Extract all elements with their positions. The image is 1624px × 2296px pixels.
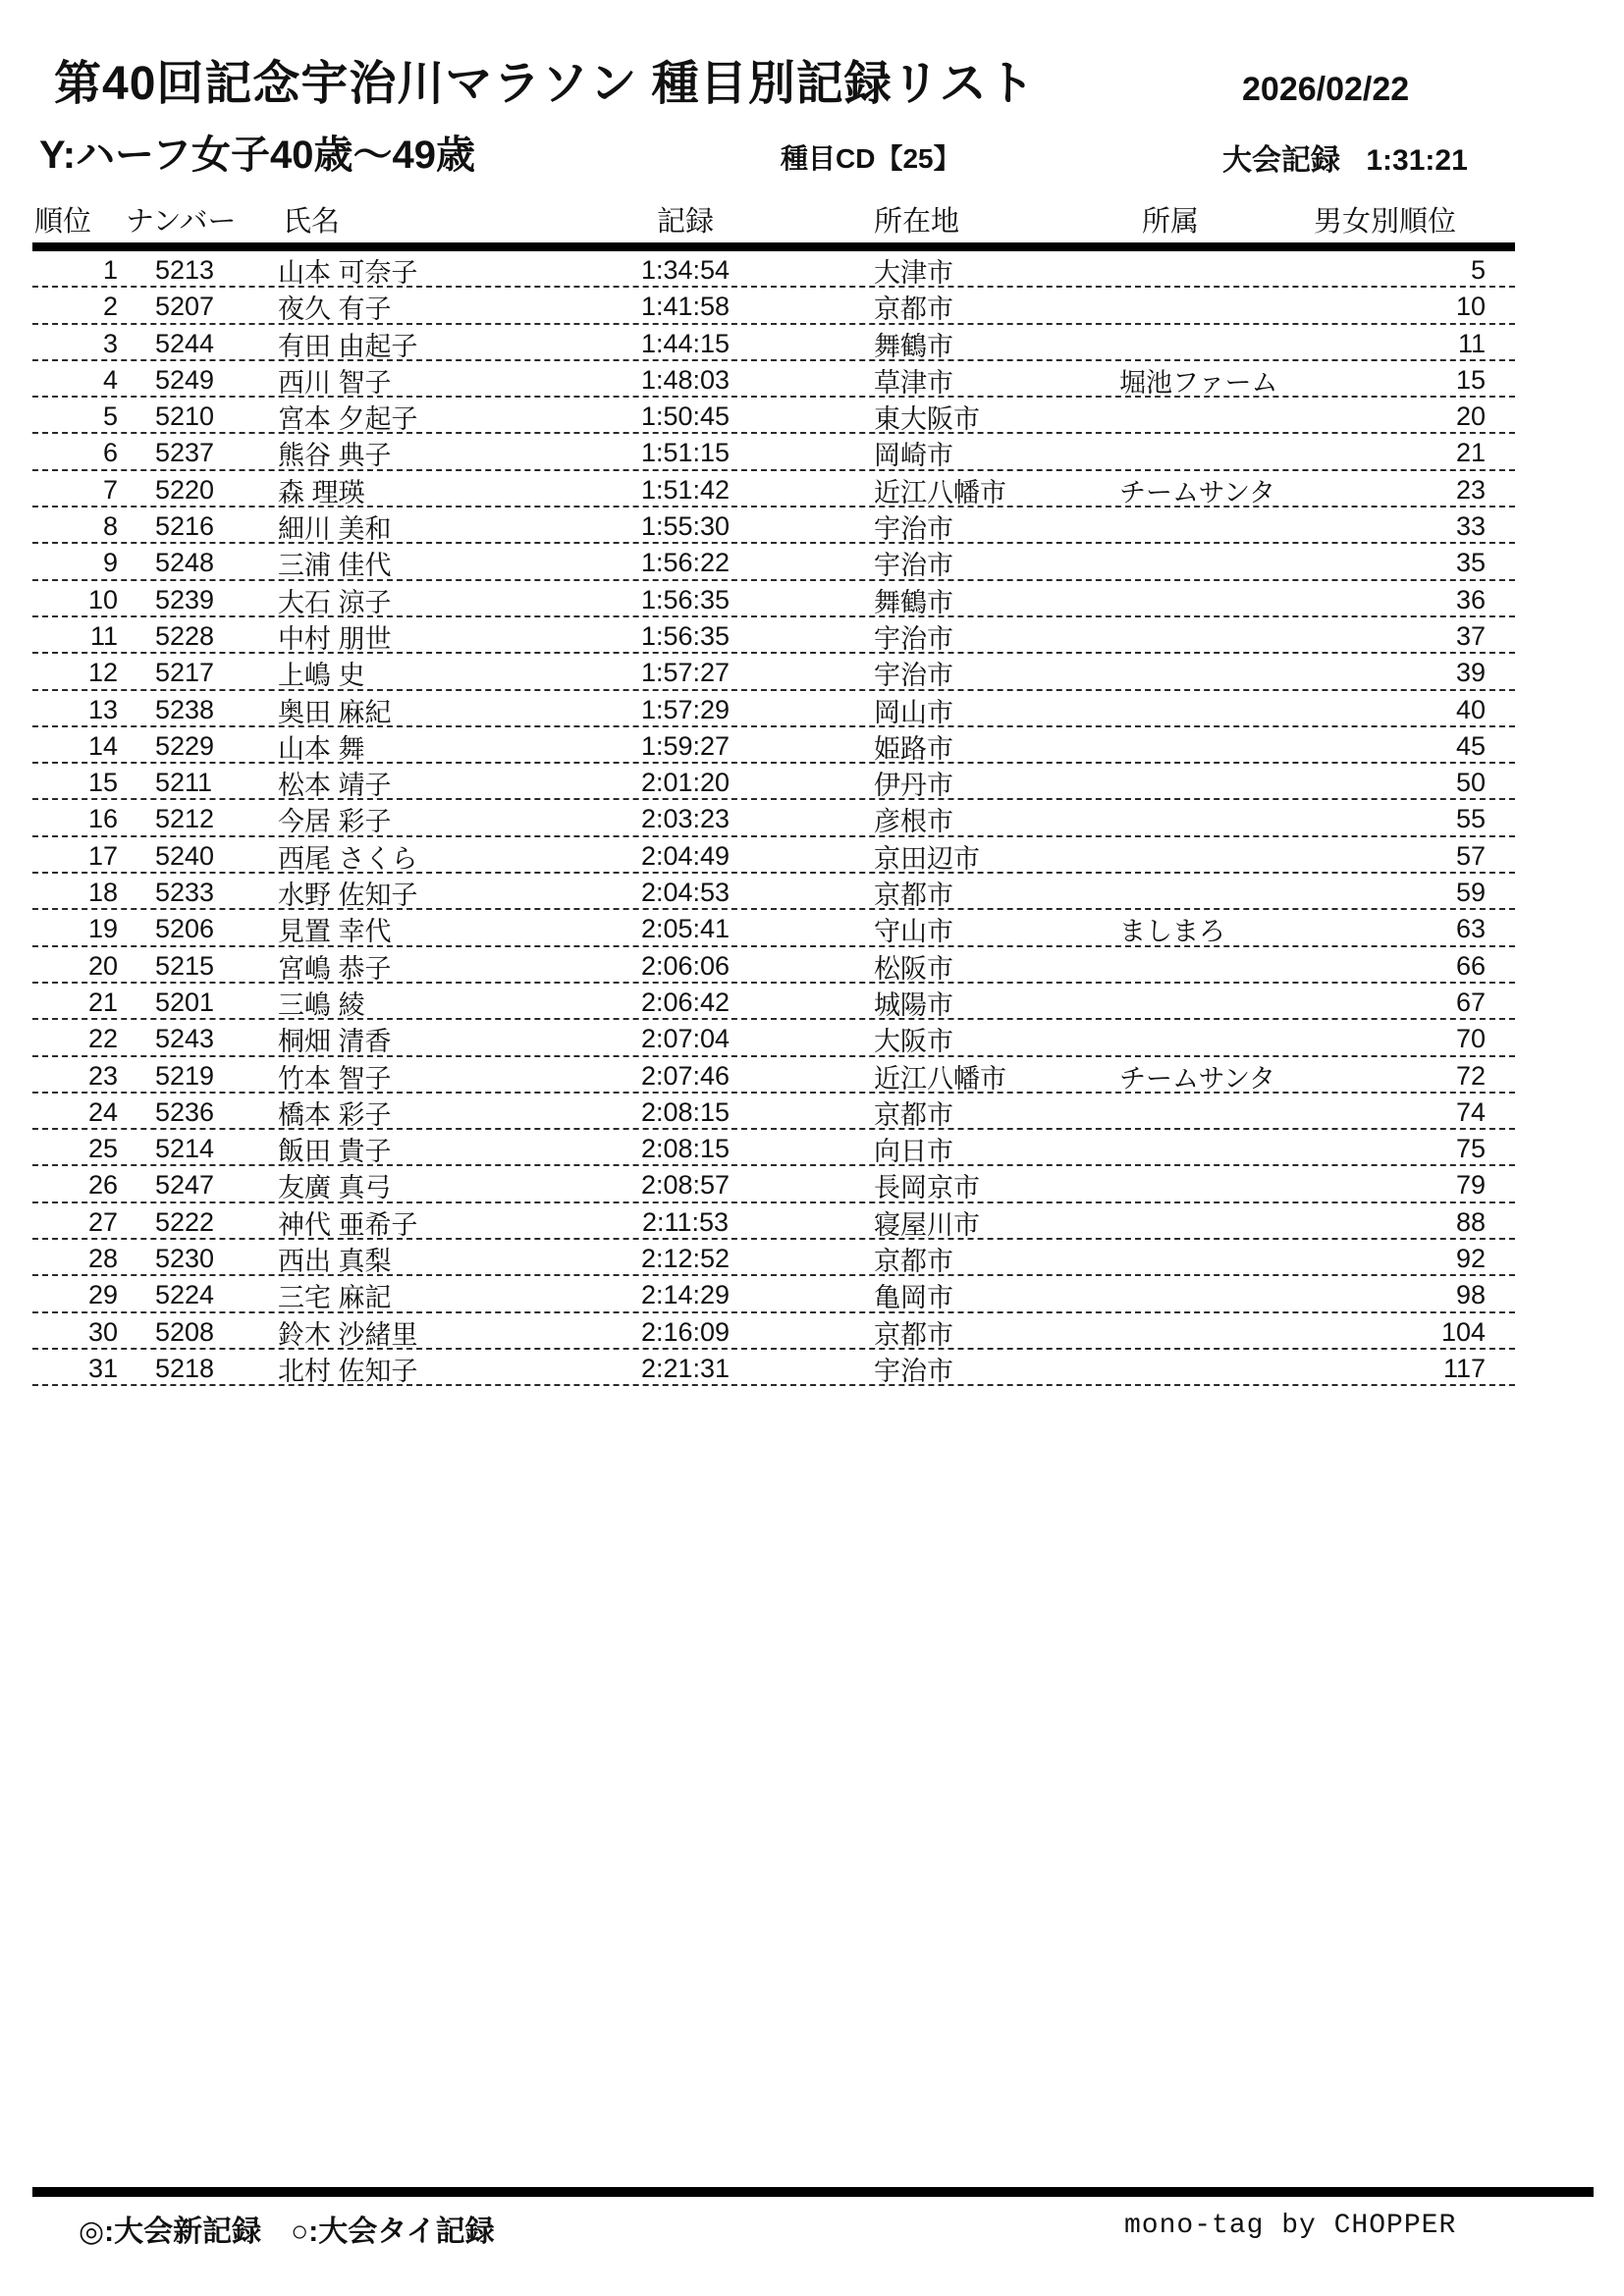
table-row <box>32 727 1515 764</box>
cell-time: 2:12:52 <box>640 1244 731 1274</box>
cell-city: 京都市 <box>874 1247 953 1277</box>
cell-city: 宇治市 <box>874 551 953 581</box>
cell-number: 5233 <box>155 878 215 908</box>
cell-number: 5228 <box>155 620 215 651</box>
table-row <box>32 654 1515 690</box>
cell-name: 松本 靖子 <box>278 771 392 801</box>
cell-name: 神代 亜希子 <box>278 1209 418 1240</box>
cell-city: 近江八幡市 <box>874 1063 1006 1094</box>
cell-rank: 18 <box>87 878 118 908</box>
cell-gender-rank: 74 <box>1455 1096 1486 1127</box>
cell-time: 1:56:35 <box>640 620 731 651</box>
cell-name: 有田 由起子 <box>278 331 418 361</box>
cell-time: 2:05:41 <box>640 914 731 944</box>
cell-city: 向日市 <box>874 1137 953 1167</box>
cell-number: 5210 <box>155 401 215 432</box>
cell-rank: 24 <box>87 1096 118 1127</box>
cell-gender-rank: 50 <box>1455 768 1486 798</box>
table-row <box>32 1203 1515 1240</box>
cell-time: 2:08:15 <box>640 1134 731 1164</box>
cell-name: 夜久 有子 <box>278 294 392 325</box>
col-header-name: 氏名 <box>283 205 341 238</box>
table-row <box>32 288 1515 324</box>
cell-rank: 4 <box>102 364 118 395</box>
cell-time: 2:07:04 <box>640 1024 731 1054</box>
cell-name: 北村 佐知子 <box>278 1356 418 1386</box>
table-row <box>32 1166 1515 1202</box>
cell-gender-rank: 55 <box>1455 804 1486 834</box>
table-row <box>32 1313 1515 1350</box>
cell-number: 5240 <box>155 840 215 871</box>
cell-gender-rank: 92 <box>1455 1244 1486 1274</box>
cell-number: 5212 <box>155 804 215 834</box>
col-header-gender-rank: 男女別順位 <box>1313 205 1456 238</box>
cell-city: 京都市 <box>874 294 953 325</box>
footer-divider-bar <box>32 2187 1594 2197</box>
cell-number: 5216 <box>155 511 215 542</box>
cell-name: 今居 彩子 <box>278 807 392 837</box>
cell-name: 西出 真梨 <box>278 1247 392 1277</box>
cell-city: 草津市 <box>874 367 953 398</box>
cell-gender-rank: 79 <box>1455 1170 1486 1201</box>
cell-time: 1:59:27 <box>640 730 731 761</box>
cell-gender-rank: 15 <box>1455 364 1486 395</box>
cell-number: 5217 <box>155 658 215 688</box>
cell-rank: 15 <box>87 768 118 798</box>
table-row <box>32 947 1515 984</box>
table-row <box>32 1350 1515 1386</box>
cell-rank: 28 <box>87 1244 118 1274</box>
cell-gender-rank: 57 <box>1455 840 1486 871</box>
category-title: Y:ハーフ女子40歳～49歳 <box>39 133 476 177</box>
cell-gender-rank: 10 <box>1455 292 1486 322</box>
cell-rank: 9 <box>102 548 118 578</box>
cell-gender-rank: 75 <box>1455 1134 1486 1164</box>
cell-gender-rank: 104 <box>1440 1316 1486 1347</box>
cell-number: 5230 <box>155 1244 215 1274</box>
cell-city: 岡山市 <box>874 697 953 727</box>
cell-number: 5213 <box>155 255 215 285</box>
cell-gender-rank: 33 <box>1455 511 1486 542</box>
cell-gender-rank: 117 <box>1442 1353 1486 1383</box>
cell-gender-rank: 37 <box>1455 620 1486 651</box>
col-header-time: 記録 <box>656 205 714 238</box>
cell-rank: 23 <box>87 1060 118 1091</box>
cell-city: 舞鶴市 <box>874 587 953 617</box>
cell-city: 京都市 <box>874 1099 953 1130</box>
table-row <box>32 800 1515 836</box>
cell-time: 2:21:31 <box>640 1353 731 1383</box>
cell-rank: 8 <box>102 511 118 542</box>
table-row <box>32 251 1515 288</box>
col-header-number: ナンバー <box>126 205 237 238</box>
cell-name: 水野 佐知子 <box>278 881 418 911</box>
table-row <box>32 1020 1515 1056</box>
cell-rank: 6 <box>102 438 118 468</box>
cell-city: 京都市 <box>874 881 953 911</box>
table-row <box>32 1276 1515 1312</box>
cell-time: 2:08:15 <box>640 1096 731 1127</box>
col-header-city: 所在地 <box>874 205 960 238</box>
cell-number: 5219 <box>155 1060 215 1091</box>
cell-team: ましまろ <box>1119 917 1225 947</box>
cell-time: 2:07:46 <box>640 1060 731 1091</box>
cell-name: 中村 朋世 <box>278 623 392 654</box>
cell-time: 1:48:03 <box>640 364 731 395</box>
cell-name: 友廣 真弓 <box>278 1173 392 1203</box>
cell-rank: 22 <box>87 1024 118 1054</box>
cell-name: 西川 智子 <box>278 367 392 398</box>
cell-gender-rank: 5 <box>1470 255 1486 285</box>
print-credit: mono-tag by CHOPPER <box>1124 2211 1457 2241</box>
cell-rank: 17 <box>87 840 118 871</box>
cell-name: 山本 可奈子 <box>278 258 418 288</box>
cell-city: 大津市 <box>874 258 953 288</box>
header-divider-bar <box>32 242 1515 251</box>
table-row <box>32 1094 1515 1130</box>
table-row <box>32 1240 1515 1276</box>
cell-time: 2:06:42 <box>640 987 731 1017</box>
cell-number: 5215 <box>155 950 215 981</box>
cell-city: 宇治市 <box>874 514 953 545</box>
cell-time: 1:57:29 <box>640 694 731 724</box>
table-row <box>32 1130 1515 1166</box>
table-row <box>32 507 1515 544</box>
cell-city: 城陽市 <box>874 989 953 1020</box>
cell-gender-rank: 11 <box>1457 328 1486 358</box>
cell-gender-rank: 72 <box>1455 1060 1486 1091</box>
table-row <box>32 361 1515 398</box>
cell-city: 寝屋川市 <box>874 1209 980 1240</box>
cell-time: 2:06:06 <box>640 950 731 981</box>
cell-rank: 27 <box>87 1206 118 1237</box>
cell-city: 彦根市 <box>874 807 953 837</box>
table-row <box>32 837 1515 874</box>
cell-number: 5247 <box>155 1170 215 1201</box>
cell-gender-rank: 67 <box>1455 987 1486 1017</box>
cell-time: 1:57:27 <box>640 658 731 688</box>
cell-rank: 16 <box>87 804 118 834</box>
cell-gender-rank: 88 <box>1455 1206 1486 1237</box>
cell-number: 5229 <box>155 730 215 761</box>
cell-name: 細川 美和 <box>278 514 392 545</box>
cell-name: 宮嶋 恭子 <box>278 953 392 984</box>
cell-number: 5206 <box>155 914 215 944</box>
cell-name: 橋本 彩子 <box>278 1099 392 1130</box>
cell-name: 上嶋 史 <box>278 661 365 691</box>
table-row <box>32 764 1515 800</box>
cell-gender-rank: 98 <box>1455 1280 1486 1310</box>
cell-time: 2:11:53 <box>641 1206 730 1237</box>
cell-time: 1:41:58 <box>640 292 731 322</box>
cell-gender-rank: 36 <box>1455 584 1486 614</box>
cell-rank: 13 <box>87 694 118 724</box>
table-row <box>32 434 1515 470</box>
cell-city: 京都市 <box>874 1319 953 1350</box>
cell-gender-rank: 66 <box>1455 950 1486 981</box>
cell-number: 5237 <box>155 438 215 468</box>
cell-name: 鈴木 沙緒里 <box>278 1319 418 1350</box>
cell-number: 5222 <box>155 1206 215 1237</box>
cell-number: 5207 <box>155 292 215 322</box>
table-row <box>32 1057 1515 1094</box>
cell-time: 2:08:57 <box>640 1170 731 1201</box>
cell-gender-rank: 40 <box>1455 694 1486 724</box>
cell-number: 5211 <box>155 768 213 798</box>
record-legend: ◎:大会新記録 ○:大会タイ記録 <box>79 2216 495 2248</box>
cell-rank: 21 <box>87 987 118 1017</box>
cell-name: 森 理瑛 <box>278 477 365 507</box>
cell-name: 山本 舞 <box>278 733 365 764</box>
cell-time: 1:50:45 <box>640 401 731 432</box>
cell-number: 5201 <box>155 987 215 1017</box>
cell-rank: 14 <box>87 730 118 761</box>
cell-number: 5248 <box>155 548 215 578</box>
cell-number: 5244 <box>155 328 215 358</box>
cell-rank: 29 <box>87 1280 118 1310</box>
cell-city: 宇治市 <box>874 1356 953 1386</box>
event-date: 2026/02/22 <box>1242 71 1410 108</box>
cell-rank: 10 <box>87 584 118 614</box>
cell-number: 5236 <box>155 1096 215 1127</box>
cell-number: 5243 <box>155 1024 215 1054</box>
cell-city: 宇治市 <box>874 623 953 654</box>
cell-rank: 30 <box>87 1316 118 1347</box>
cell-gender-rank: 21 <box>1455 438 1486 468</box>
cell-name: 三嶋 綾 <box>278 989 365 1020</box>
cell-city: 姫路市 <box>874 733 953 764</box>
cell-gender-rank: 59 <box>1455 878 1486 908</box>
table-row <box>32 617 1515 654</box>
cell-city: 東大阪市 <box>874 404 980 435</box>
cell-time: 1:51:15 <box>640 438 731 468</box>
cell-time: 1:44:15 <box>640 328 731 358</box>
cell-rank: 31 <box>87 1353 118 1383</box>
cell-city: 長岡京市 <box>874 1173 980 1203</box>
cell-name: 熊谷 典子 <box>278 441 392 471</box>
cell-number: 5208 <box>155 1316 215 1347</box>
cell-time: 2:01:20 <box>640 768 731 798</box>
table-row <box>32 691 1515 727</box>
cell-time: 2:04:49 <box>640 840 731 871</box>
cell-rank: 25 <box>87 1134 118 1164</box>
cell-rank: 19 <box>87 914 118 944</box>
cell-rank: 12 <box>87 658 118 688</box>
cell-name: 三浦 佳代 <box>278 551 392 581</box>
cell-number: 5224 <box>155 1280 215 1310</box>
cell-time: 2:14:29 <box>640 1280 731 1310</box>
cell-time: 2:04:53 <box>640 878 731 908</box>
cell-team: チームサンタ <box>1119 477 1276 507</box>
cell-name: 見置 幸代 <box>278 917 392 947</box>
cell-gender-rank: 45 <box>1455 730 1486 761</box>
cell-team: チームサンタ <box>1119 1063 1276 1094</box>
cell-name: 飯田 貴子 <box>278 1137 392 1167</box>
col-header-rank: 順位 <box>34 205 92 238</box>
table-header-row <box>32 196 1515 241</box>
table-row <box>32 325 1515 361</box>
page-title: 第40回記念宇治川マラソン 種目別記録リスト <box>54 58 1036 110</box>
col-header-team: 所属 <box>1142 205 1200 238</box>
cell-time: 2:16:09 <box>640 1316 731 1347</box>
cell-city: 宇治市 <box>874 661 953 691</box>
cell-city: 松阪市 <box>874 953 953 984</box>
cell-name: 三宅 麻記 <box>278 1283 392 1313</box>
cell-time: 1:34:54 <box>640 255 731 285</box>
cell-name: 奥田 麻紀 <box>278 697 392 727</box>
cell-team: 堀池ファーム <box>1119 367 1278 398</box>
cell-rank: 20 <box>87 950 118 981</box>
cell-name: 竹本 智子 <box>278 1063 392 1094</box>
cell-number: 5218 <box>155 1353 215 1383</box>
cell-time: 1:55:30 <box>640 511 731 542</box>
table-row <box>32 544 1515 580</box>
cell-city: 舞鶴市 <box>874 331 953 361</box>
cell-time: 2:03:23 <box>640 804 731 834</box>
cell-gender-rank: 63 <box>1455 914 1486 944</box>
cell-city: 亀岡市 <box>874 1283 953 1313</box>
cell-gender-rank: 70 <box>1455 1024 1486 1054</box>
cell-time: 1:51:42 <box>640 474 731 505</box>
cell-gender-rank: 39 <box>1455 658 1486 688</box>
cell-city: 岡崎市 <box>874 441 953 471</box>
cell-number: 5220 <box>155 474 215 505</box>
meet-record-label: 大会記録 <box>1222 144 1340 177</box>
cell-rank: 26 <box>87 1170 118 1201</box>
table-row <box>32 471 1515 507</box>
cell-time: 1:56:35 <box>640 584 731 614</box>
cell-time: 1:56:22 <box>640 548 731 578</box>
cell-gender-rank: 35 <box>1455 548 1486 578</box>
table-row <box>32 398 1515 434</box>
cell-number: 5239 <box>155 584 215 614</box>
cell-city: 大阪市 <box>874 1027 953 1057</box>
cell-city: 守山市 <box>874 917 953 947</box>
cell-rank: 1 <box>102 255 118 285</box>
cell-name: 西尾 さくら <box>278 843 418 874</box>
cell-rank: 2 <box>102 292 118 322</box>
table-row <box>32 581 1515 617</box>
cell-city: 京田辺市 <box>874 843 980 874</box>
event-cd-label: 種目CD【25】 <box>781 143 961 174</box>
cell-gender-rank: 20 <box>1455 401 1486 432</box>
table-row <box>32 910 1515 946</box>
cell-number: 5214 <box>155 1134 215 1164</box>
table-row <box>32 984 1515 1020</box>
meet-record <box>1222 135 1468 179</box>
table-row <box>32 874 1515 910</box>
cell-name: 宮本 夕起子 <box>278 404 418 435</box>
cell-number: 5238 <box>155 694 215 724</box>
meet-record-time: 1:31:21 <box>1366 144 1468 177</box>
cell-rank: 11 <box>89 620 118 651</box>
cell-name: 桐畑 清香 <box>278 1027 392 1057</box>
cell-gender-rank: 23 <box>1455 474 1486 505</box>
cell-city: 伊丹市 <box>874 771 953 801</box>
table-body <box>32 251 1515 1386</box>
cell-city: 近江八幡市 <box>874 477 1006 507</box>
cell-rank: 7 <box>102 474 118 505</box>
cell-number: 5249 <box>155 364 215 395</box>
cell-rank: 5 <box>102 401 118 432</box>
cell-rank: 3 <box>102 328 118 358</box>
cell-name: 大石 涼子 <box>278 587 392 617</box>
